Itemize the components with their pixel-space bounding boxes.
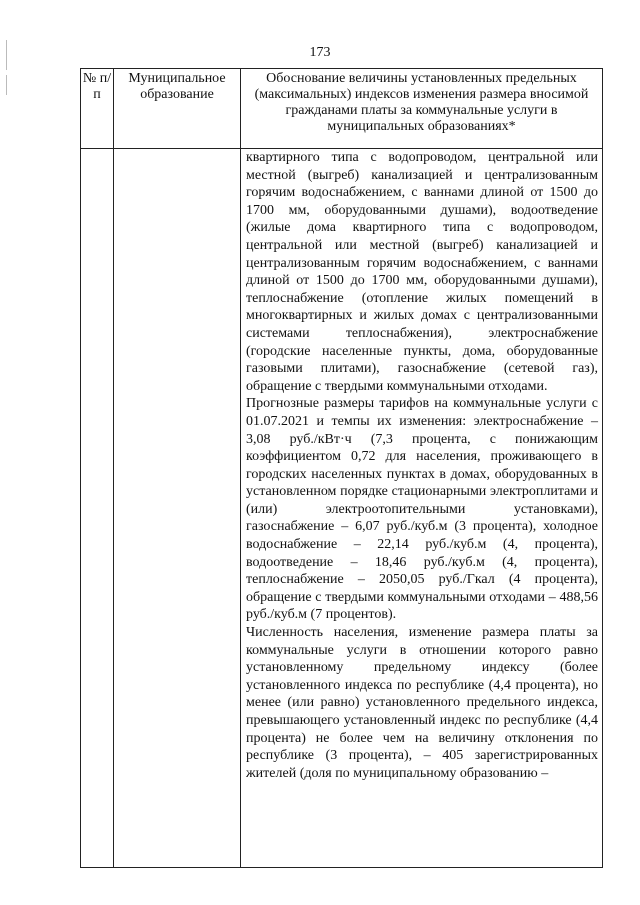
- page-number: 173: [309, 45, 331, 60]
- cell-municipality: [114, 149, 241, 868]
- header-justification: Обоснование величины установленных предельных (максимальных) индексов изменения размера вносимой гражданами платы за коммунальные услуги в муниципальных образованиях*: [241, 69, 603, 149]
- justification-paragraph: квартирного типа с водопроводом, центральной или местной (выгреб) канализацией и централизованным горячим водоснабжением, с ваннами длиной от 1500 до 1700 мм, оборудованными душами), водоотведение (жилые дома квартирного типа с водопроводом, центральной или местной (выгреб) канализацией и централизованным горячим водоснабжением, с ваннами длиной от 1500 до 1700 мм, оборудованными душами), теплоснабжение (отопление жилых помещений в многоквартирных и жилых домах с централизованными системами теплоснабжения), электроснабжение (городские населенные пункты, дома, оборудованные газовыми плитами), газоснабжение (сетевой газ), обращение с твердыми коммунальными отходами.: [246, 150, 598, 394]
- cell-num: [81, 149, 114, 868]
- cell-justification: [241, 149, 603, 868]
- justification-paragraph: Численность населения, изменение размера платы за коммунальные услуги в отношении которого равно установленному предельному индексу (более установленного индекса по республике (4,4 процента), но менее (или равно) установленного предельного индекса, превышающего установленный индекс по республике (4,4 процента) не более чем на величину отклонения по республике (3 процента), – 405 зарегистрированных жителей (доля по муниципальному образованию –: [246, 625, 598, 781]
- document-table: [80, 68, 603, 868]
- table-row: [81, 149, 603, 868]
- header-num: № п/п: [81, 69, 114, 149]
- justification-paragraph: Прогнозные размеры тарифов на коммунальные услуги с 01.07.2021 и темпы их изменения: электроснабжение – 3,08 руб./кВт·ч (7,3 процента, с понижающим коэффициентом 0,72 для населения, проживающего в городских населенных пунктах в домах, оборудованных в установленном порядке стационарными электроплитами и (или) электроотопительными установками), газоснабжение – 6,07 руб./куб.м (3 процента), холодное водоснабжение – 22,14 руб./куб.м (4, процента), водоотведение – 18,46 руб./куб.м (4, процента), теплоснабжение – 2050,05 руб./Гкал (4 процента), обращение с твердыми коммунальными отходами – 488,56 руб./куб.м (7 процентов).: [246, 396, 598, 623]
- header-municipality: Муниципальное образование: [114, 69, 241, 149]
- table-header-row: [81, 69, 603, 149]
- scan-edge-mark: [6, 75, 7, 95]
